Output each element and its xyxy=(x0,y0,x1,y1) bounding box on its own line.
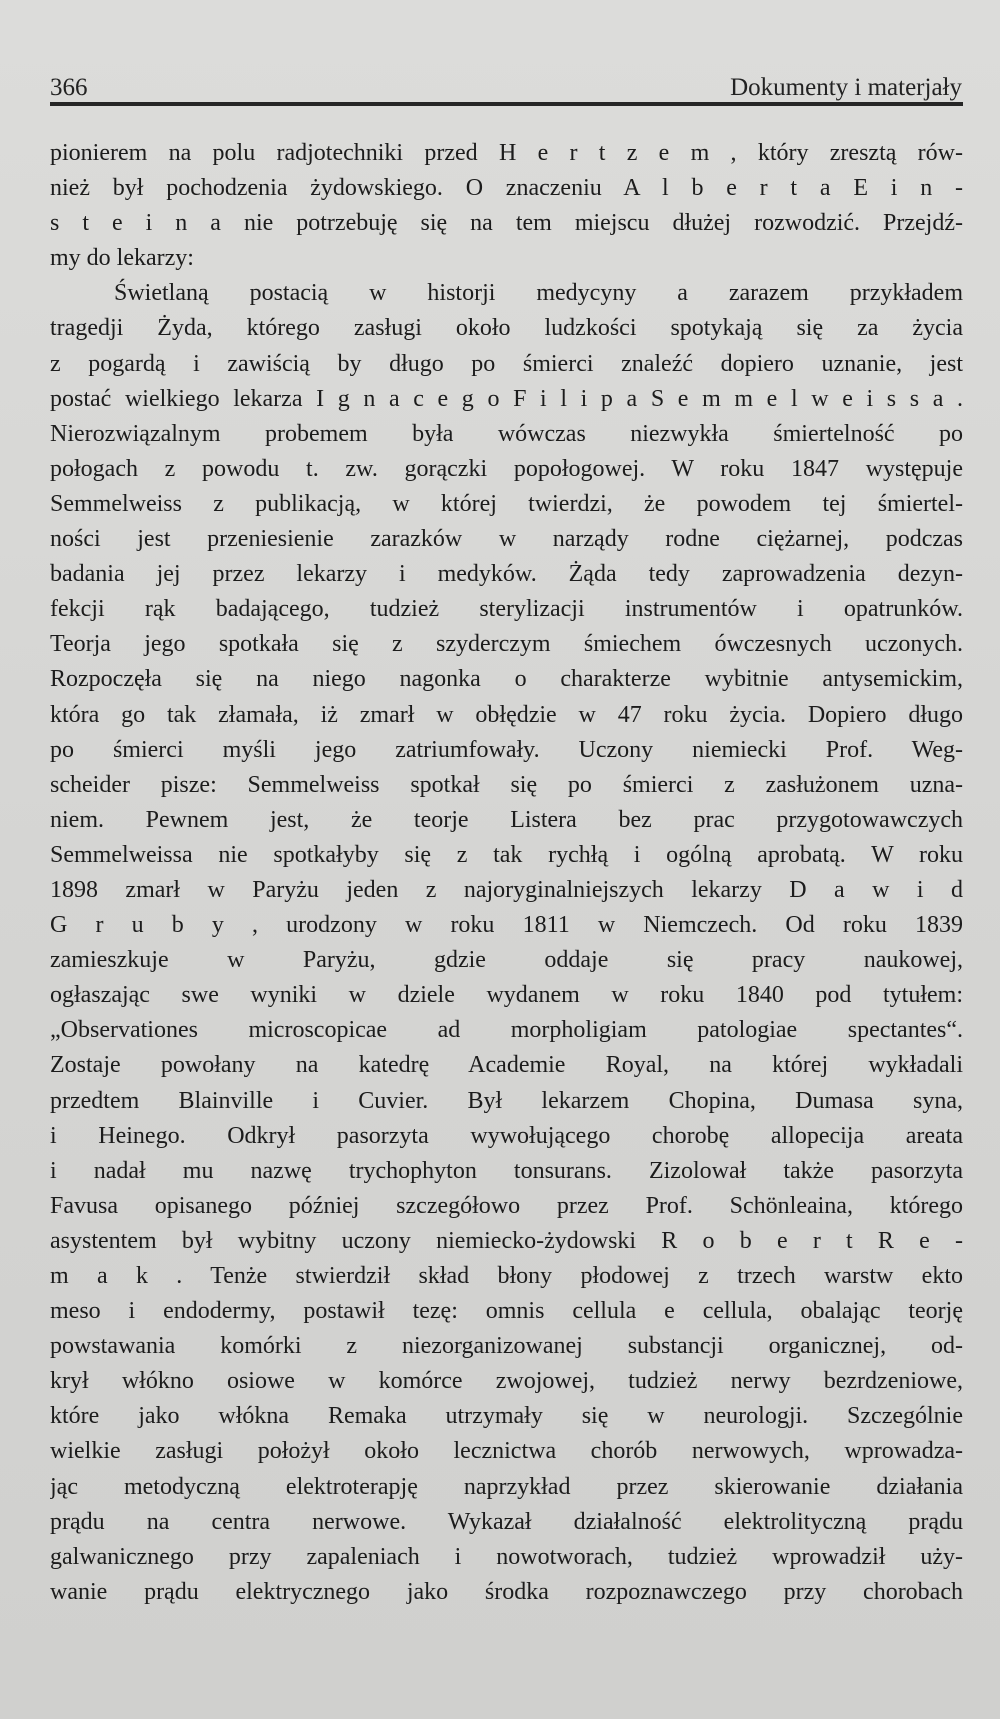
text-line: które jako włókna Remaka utrzymały się w neurologji. Szczególnie xyxy=(50,1403,963,1430)
page-header xyxy=(50,66,962,102)
text-line: Favusa opisanego później szczegółowo przez Prof. Schönleaina, którego xyxy=(50,1192,963,1219)
text-line: tragedji Żyda, którego zasługi około ludzkości spotykają się za życia xyxy=(50,315,963,342)
text-line: prądu na centra nerwowe. Wykazał działalność elektrolityczną prądu xyxy=(50,1508,963,1535)
text-line: niem. Pewnem jest, że teorje Listera bez prac przygotowawczych xyxy=(50,806,963,833)
text-line: pionierem na polu radjotechniki przed H e r t z e m , który zresztą rów- xyxy=(50,140,963,166)
text-line: zamieszkuje w Paryżu, gdzie oddaje się pracy naukowej, xyxy=(50,947,963,974)
text-line: ogłaszając swe wyniki w dziele wydanem w roku 1840 pod tytułem: xyxy=(50,982,963,1009)
text-line: i nadał mu nazwę trychophyton tonsurans. Zizolował także pasorzyta xyxy=(50,1157,963,1184)
text-line: jąc metodyczną elektroterapję naprzykład przez skierowanie działania xyxy=(50,1473,963,1500)
text-line: badania jej przez lekarzy i medyków. Żąda tedy zaprowadzenia dezyn- xyxy=(50,561,963,588)
text-line: my do lekarzy: xyxy=(50,245,194,272)
text-line: Semmelweissa nie spotkałyby się z tak rychłą i ogólną aprobatą. W roku xyxy=(50,841,963,868)
text-line: asystentem był wybitny uczony niemiecko-żydowski R o b e r t R e - xyxy=(50,1227,963,1254)
page-number: 366 xyxy=(50,74,88,101)
text-line: Zostaje powołany na katedrę Academie Royal, na której wykładali xyxy=(50,1052,963,1079)
text-line: wanie prądu elektrycznego jako środka rozpoznawczego przy chorobach xyxy=(50,1578,963,1605)
text-line: s t e i n a nie potrzebuję się na tem miejscu dłużej rozwodzić. Przejdź- xyxy=(50,210,963,237)
text-line: 1898 zmarł w Paryżu jeden z najoryginalniejszych lekarzy D a w i d xyxy=(50,876,963,903)
text-line: Rozpoczęła się na niego nagonka o charakterze wybitnie antysemickim, xyxy=(50,666,963,693)
text-line: po śmierci myśli jego zatriumfowały. Uczony niemiecki Prof. Weg- xyxy=(50,736,963,763)
text-line: połogach z powodu t. zw. gorączki popołogowej. W roku 1847 występuje xyxy=(50,455,963,482)
text-line: postać wielkiego lekarza I g n a c e g o F i l i p a S e m m e l w e i s s a . xyxy=(50,385,963,412)
text-line: przedtem Blainville i Cuvier. Był lekarzem Chopina, Dumasa syna, xyxy=(50,1087,963,1114)
text-line: Semmelweiss z publikacją, w której twierdzi, że powodem tej śmiertel- xyxy=(50,490,963,517)
text-line: z pogardą i zawiścią by długo po śmierci znaleźć dopiero uznanie, jest xyxy=(50,350,963,377)
running-title: Dokumenty i materjały xyxy=(730,74,962,101)
text-line: fekcji rąk badającego, tudzież sterylizacji instrumentów i opatrunków. xyxy=(50,596,963,623)
text-line: m a k . Tenże stwierdził skład błony płodowej z trzech warstw ekto xyxy=(50,1263,963,1289)
body-text xyxy=(50,136,963,1610)
text-line: Teorja jego spotkała się z szyderczym śmiechem ówczesnych uczonych. xyxy=(50,631,963,658)
text-line: Nierozwiązalnym probemem była wówczas niezwykła śmiertelność po xyxy=(50,420,963,447)
text-line: galwanicznego przy zapaleniach i nowotworach, tudzież wprowadził uży- xyxy=(50,1543,963,1570)
text-line: Świetlaną postacią w historji medycyny a zarazem przykładem xyxy=(114,280,963,307)
text-line: krył włókno osiowe w komórce zwojowej, tudzież nerwy bezrdzeniowe, xyxy=(50,1368,963,1395)
text-line: G r u b y , urodzony w roku 1811 w Niemczech. Od roku 1839 xyxy=(50,912,963,939)
text-line: scheider pisze: Semmelweiss spotkał się po śmierci z zasłużonem uzna- xyxy=(50,771,963,798)
text-line: „Observationes microscopicae ad morpholigiam patologiae spectantes“. xyxy=(50,1017,963,1044)
text-line: powstawania komórki z niezorganizowanej substancji organicznej, od- xyxy=(50,1333,963,1360)
text-line: meso i endodermy, postawił tezę: omnis cellula e cellula, obalając teorję xyxy=(50,1298,963,1325)
text-line: wielkie zasługi położył około lecznictwa chorób nerwowych, wprowadza- xyxy=(50,1438,963,1465)
text-line: która go tak złamała, iż zmarł w obłędzie w 47 roku życia. Dopiero długo xyxy=(50,701,963,728)
text-line: i Heinego. Odkrył pasorzyta wywołującego chorobę allopecija areata xyxy=(50,1122,963,1149)
header-rule xyxy=(50,102,963,106)
text-line: nież był pochodzenia żydowskiego. O znaczeniu A l b e r t a E i n - xyxy=(50,175,963,202)
text-line: ności jest przeniesienie zarazków w narządy rodne ciężarnej, podczas xyxy=(50,526,963,553)
